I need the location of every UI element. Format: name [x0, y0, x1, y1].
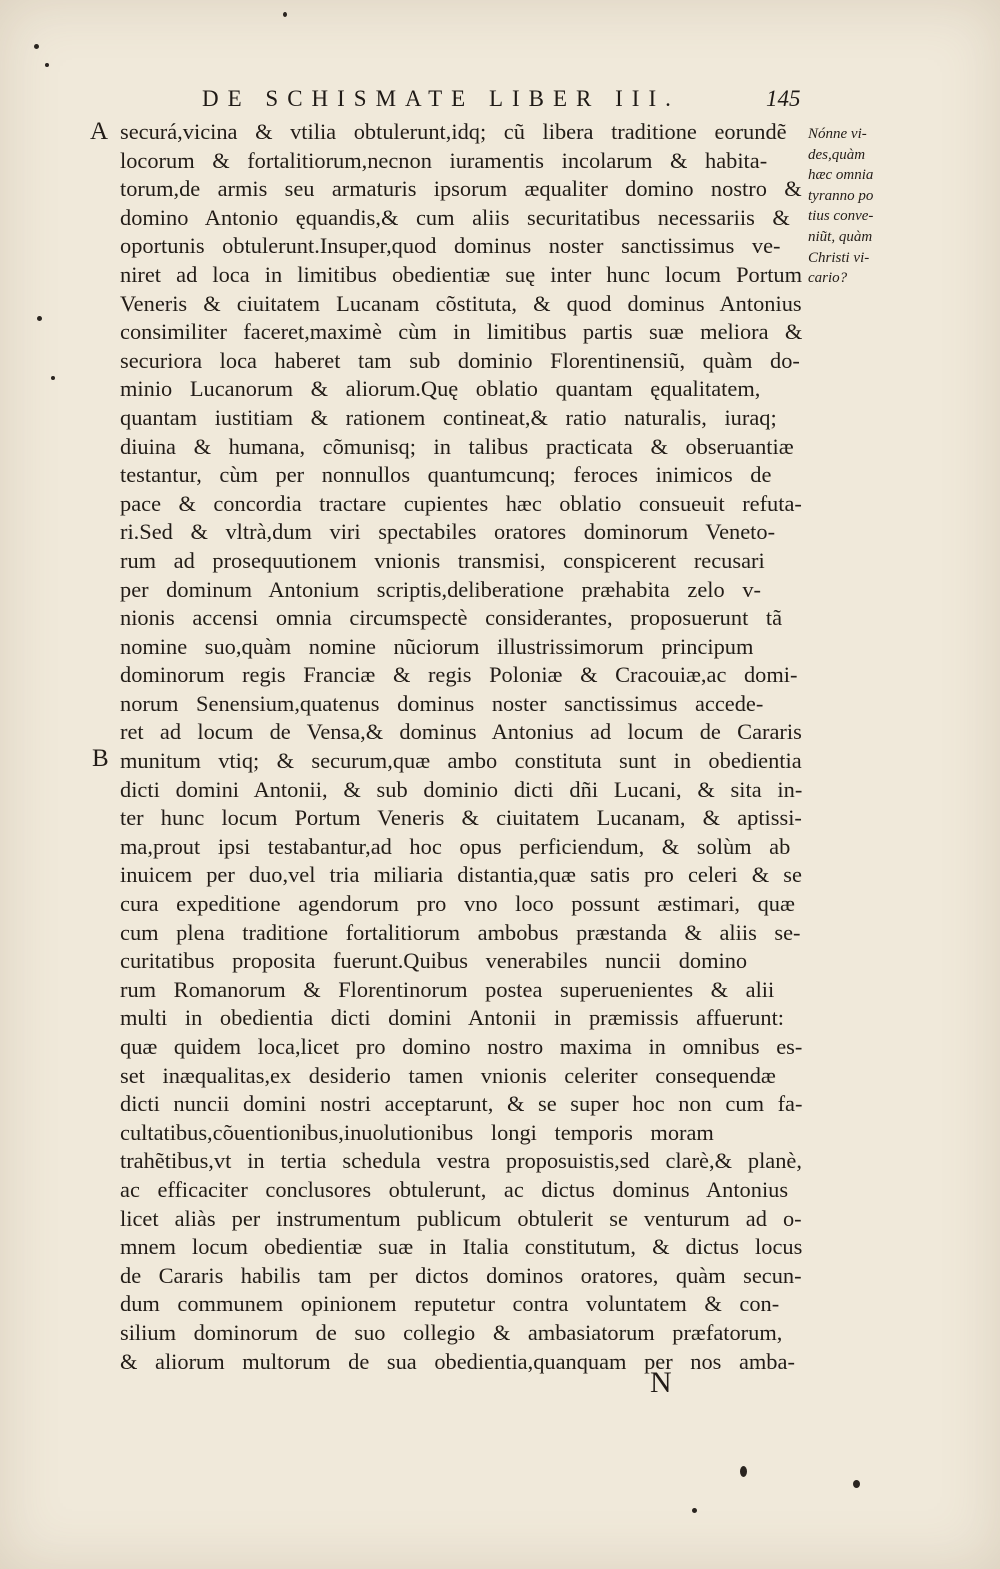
- section-letter-b: B: [92, 745, 109, 772]
- text-line: curitatibus proposita fuerunt.Quibus venerabiles nuncii domino: [120, 948, 748, 974]
- page-number: 145: [766, 86, 801, 111]
- text-line: set inæqualitas,ex desiderio tamen vnionis celeriter consequendæ: [120, 1062, 776, 1088]
- text-line: quantam iustitiam & rationem contineat,& ratio naturalis, iuraq;: [120, 404, 777, 430]
- text-line: dum communem opinionem reputetur contra voluntatem & con-: [120, 1291, 780, 1317]
- ink-speck: [45, 63, 49, 67]
- text-line: Veneris & ciuitatem Lucanam cõstituta, & quod dominus Antonius: [120, 290, 802, 316]
- text-line: quæ quidem loca,licet pro domino nostro maxima in omnibus es-: [120, 1034, 802, 1059]
- text-line: ri.Sed & vltrà,dum viri spectabiles oratores dominorum Veneto-: [120, 519, 776, 545]
- ink-speck: [37, 316, 42, 321]
- text-line: ac efficaciter conclusores obtulerunt, ac dictus dominus Antonius: [120, 1176, 789, 1202]
- text-line: niret ad loca in limitibus obedientiæ suę inter hunc locum Portum: [120, 261, 802, 287]
- text-line: dicti domini Antonii, & sub dominio dicti dñi Lucani, & sita in-: [120, 776, 802, 802]
- text-line: per dominum Antonium scriptis,deliberatione præhabita zelo v-: [120, 576, 761, 602]
- ink-speck: [692, 1508, 697, 1513]
- text-line: pace & concordia tractare cupientes hæc oblatio consueuit refuta-: [120, 490, 802, 516]
- marginal-note-line: Christi vi-: [808, 249, 870, 266]
- text-line: nomine suo,quàm nomine nũciorum illustrissimorum principum: [120, 633, 754, 659]
- section-letter-a: A: [90, 118, 109, 145]
- text-line: trahẽtibus,vt in tertia schedula vestra proposuistis,sed clarè,& planè,: [120, 1148, 802, 1174]
- text-line: ter hunc locum Portum Veneris & ciuitatem Lucanam, & aptissi-: [120, 805, 802, 831]
- marginal-note-line: tius conve-: [808, 208, 874, 225]
- text-line: multi in obedientia dicti domini Antonii in præmissis affuerunt:: [120, 1005, 785, 1031]
- marginal-note-line: niũt, quàm: [808, 228, 873, 245]
- text-line: de Cararis habilis tam per dictos dominos oratores, quàm secun-: [120, 1262, 802, 1288]
- text-line: locorum & fortalitiorum,necnon iuramentis incolarum & habita-: [120, 147, 768, 173]
- text-line: nionis accensi omnia circumspectè considerantes, proposuerunt tã: [120, 605, 783, 631]
- page-header: [0, 86, 1000, 116]
- signature-mark: N: [650, 1366, 672, 1399]
- text-line: cultatibus,cõuentionibus,inuolutionibus longi temporis moram: [120, 1119, 714, 1145]
- text-line: oportunis obtulerunt.Insuper,quod dominus noster sanctissimus ve-: [120, 233, 781, 259]
- marginal-note-line: hæc omnia: [808, 167, 874, 184]
- ink-speck: [34, 44, 39, 49]
- ink-speck: [740, 1466, 747, 1477]
- marginal-note-line: des,quàm: [808, 146, 866, 163]
- text-line: licet aliàs per instrumentum publicum obtulerit se venturum ad o-: [120, 1205, 802, 1231]
- text-line: & aliorum multorum de sua obedientia,quanquam per nos amba-: [120, 1348, 795, 1374]
- text-line: minio Lucanorum & aliorum.Quę oblatio quantam ęqualitatem,: [120, 376, 761, 402]
- text-line: dominorum regis Franciæ & regis Poloniæ & Cracouiæ,ac domi-: [120, 662, 798, 688]
- text-line: rum ad prosequutionem vnionis transmisi, conspicerent recusari: [120, 547, 765, 573]
- text-line: ma,prout ipsi testabantur,ad hoc opus perficiendum, & solùm ab: [120, 833, 791, 859]
- text-line: diuina & humana, cõmunisq; in talibus practicata & obseruantiæ: [120, 433, 794, 459]
- text-line: silium dominorum de suo collegio & ambasiatorum præfatorum,: [120, 1319, 783, 1345]
- running-title: DE SCHISMATE LIBER III.: [202, 86, 680, 111]
- text-line: rum Romanorum & Florentinorum postea superuenientes & alii: [120, 976, 775, 1002]
- text-line: ret ad locum de Vensa,& dominus Antonius ad locum de Cararis: [120, 719, 802, 745]
- marginal-note-line: cario?: [808, 270, 848, 287]
- text-line: torum,de armis seu armaturis ipsorum æqualiter domino nostro &: [120, 176, 802, 202]
- text-line: mnem locum obedientiæ suæ in Italia constitutum, & dictus locus: [120, 1234, 802, 1260]
- ink-speck: [283, 12, 287, 17]
- text-line: securá,vicina & vtilia obtulerunt,idq; cũ libera traditione eorundẽ: [120, 119, 787, 144]
- text-line: testantur, cùm per nonnullos quantumcunq; feroces inimicos de: [120, 462, 772, 488]
- text-line: dicti nuncii domini nostri acceptarunt, & se super hoc non cum fa-: [120, 1091, 802, 1117]
- text-line: cum plena traditione fortalitiorum ambobus præstanda & aliis se-: [120, 919, 801, 945]
- marginal-note-line: tyranno po: [808, 187, 874, 204]
- text-line: consimiliter faceret,maximè cùm in limitibus partis suæ meliora &: [120, 319, 802, 345]
- text-line: munitum vtiq; & securum,quæ ambo constituta sunt in obedientia: [120, 748, 802, 774]
- marginal-note: [808, 124, 904, 289]
- text-line: cura expeditione agendorum pro vno loco possunt æstimari, quæ: [120, 891, 795, 917]
- text-line: domino Antonio ęquandis,& cum aliis securitatibus necessariis &: [120, 204, 790, 230]
- text-line: inuicem per duo,vel tria miliaria distantia,quæ satis pro celeri & se: [120, 862, 802, 888]
- text-line: securiora loca haberet tam sub dominio Florentinensiũ, quàm do-: [120, 347, 800, 373]
- marginal-note-line: Nónne vi-: [808, 126, 867, 142]
- ink-speck: [51, 376, 55, 380]
- body-text: [120, 118, 802, 1376]
- text-line: norum Senensium,quatenus dominus noster sanctissimus accede-: [120, 690, 764, 716]
- ink-speck: [853, 1480, 860, 1488]
